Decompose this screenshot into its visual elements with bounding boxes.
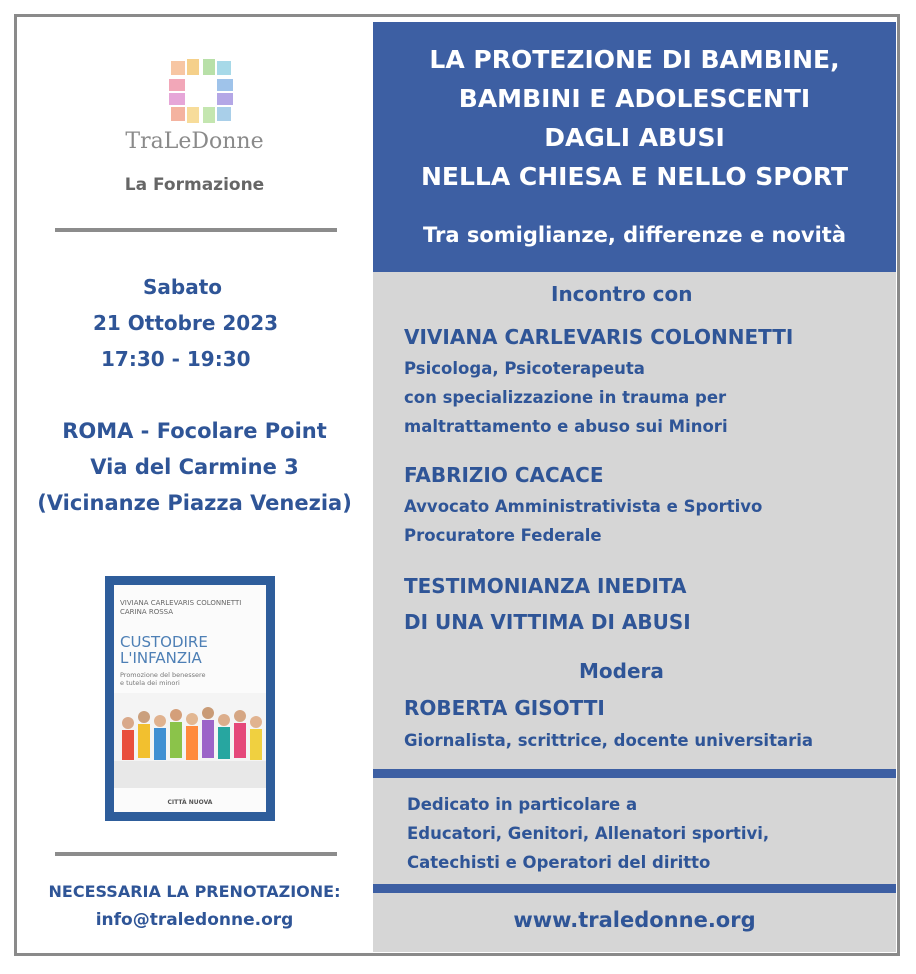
book-authors: VIVIANA CARLEVARIS COLONNETTI CARINA ROSSA [120,599,242,616]
divider-bottom [55,852,337,856]
event-title: LA PROTEZIONE DI BAMBINE, BAMBINI E ADOLESCENTI DAGLI ABUSI NELLA CHIESA E NELLO SPORT [420,45,849,191]
brand-subtitle: La Formazione [124,175,265,195]
moderator-name: ROBERTA GISOTTI [404,696,605,720]
location-line3: (Vicinanze Piazza Venezia) [37,491,352,515]
speaker1-desc: Psicologa, Psicoterapeuta con specializzazione in trauma per maltrattamento e abuso sui Minori [404,359,728,436]
event-day: Sabato [143,275,223,299]
left-column [17,17,372,953]
book-subtitle: Promozione del benessere e tutela dei minori [120,671,206,687]
speaker1-name: VIVIANA CARLEVARIS COLONNETTI [404,325,794,349]
speaker2-name: FABRIZIO CACACE [404,463,604,487]
children-photo-icon [114,693,266,788]
event-date: 21 Ottobre 2023 [93,311,279,335]
moderator-label: Modera [579,659,664,683]
program-intro: Incontro con [551,282,693,306]
booking-label: NECESSARIA LA PRENOTAZIONE: [48,882,341,901]
event-location [17,413,372,521]
separator-bar-2 [373,884,896,893]
brand-name: TraLeDonne [125,129,264,154]
separator-bar-1 [373,769,896,778]
book-title: CUSTODIRE L'INFANZIA [120,633,208,667]
testimony: TESTIMONIANZA INEDITA DI UNA VITTIMA DI ABUSI [404,574,691,634]
audience-text: Dedicato in particolare a Educatori, Genitori, Allenatori sportivi, Catechisti e Operatori del diritto [407,795,770,872]
header-banner [373,22,896,272]
moderator-desc: Giornalista, scrittrice, docente universitaria [404,731,814,750]
event-tagline: Tra somiglianze, differenze e novità [422,223,846,247]
booking-email[interactable]: info@traledonne.org [95,910,294,930]
speaker2-desc: Avvocato Amministrativista e Sportivo Procuratore Federale [404,497,763,545]
location-line1: ROMA - Focolare Point [62,419,327,443]
website-link[interactable]: www.traledonne.org [513,908,756,932]
location-line2: Via del Carmine 3 [90,455,299,479]
book-cover [105,576,275,821]
event-time: 17:30 - 19:30 [101,347,251,371]
traledonne-logo-icon [167,57,235,125]
event-datetime [17,269,372,377]
divider-top [55,228,337,232]
book-publisher: CITTÀ NUOVA [167,799,213,806]
right-column [373,22,896,952]
